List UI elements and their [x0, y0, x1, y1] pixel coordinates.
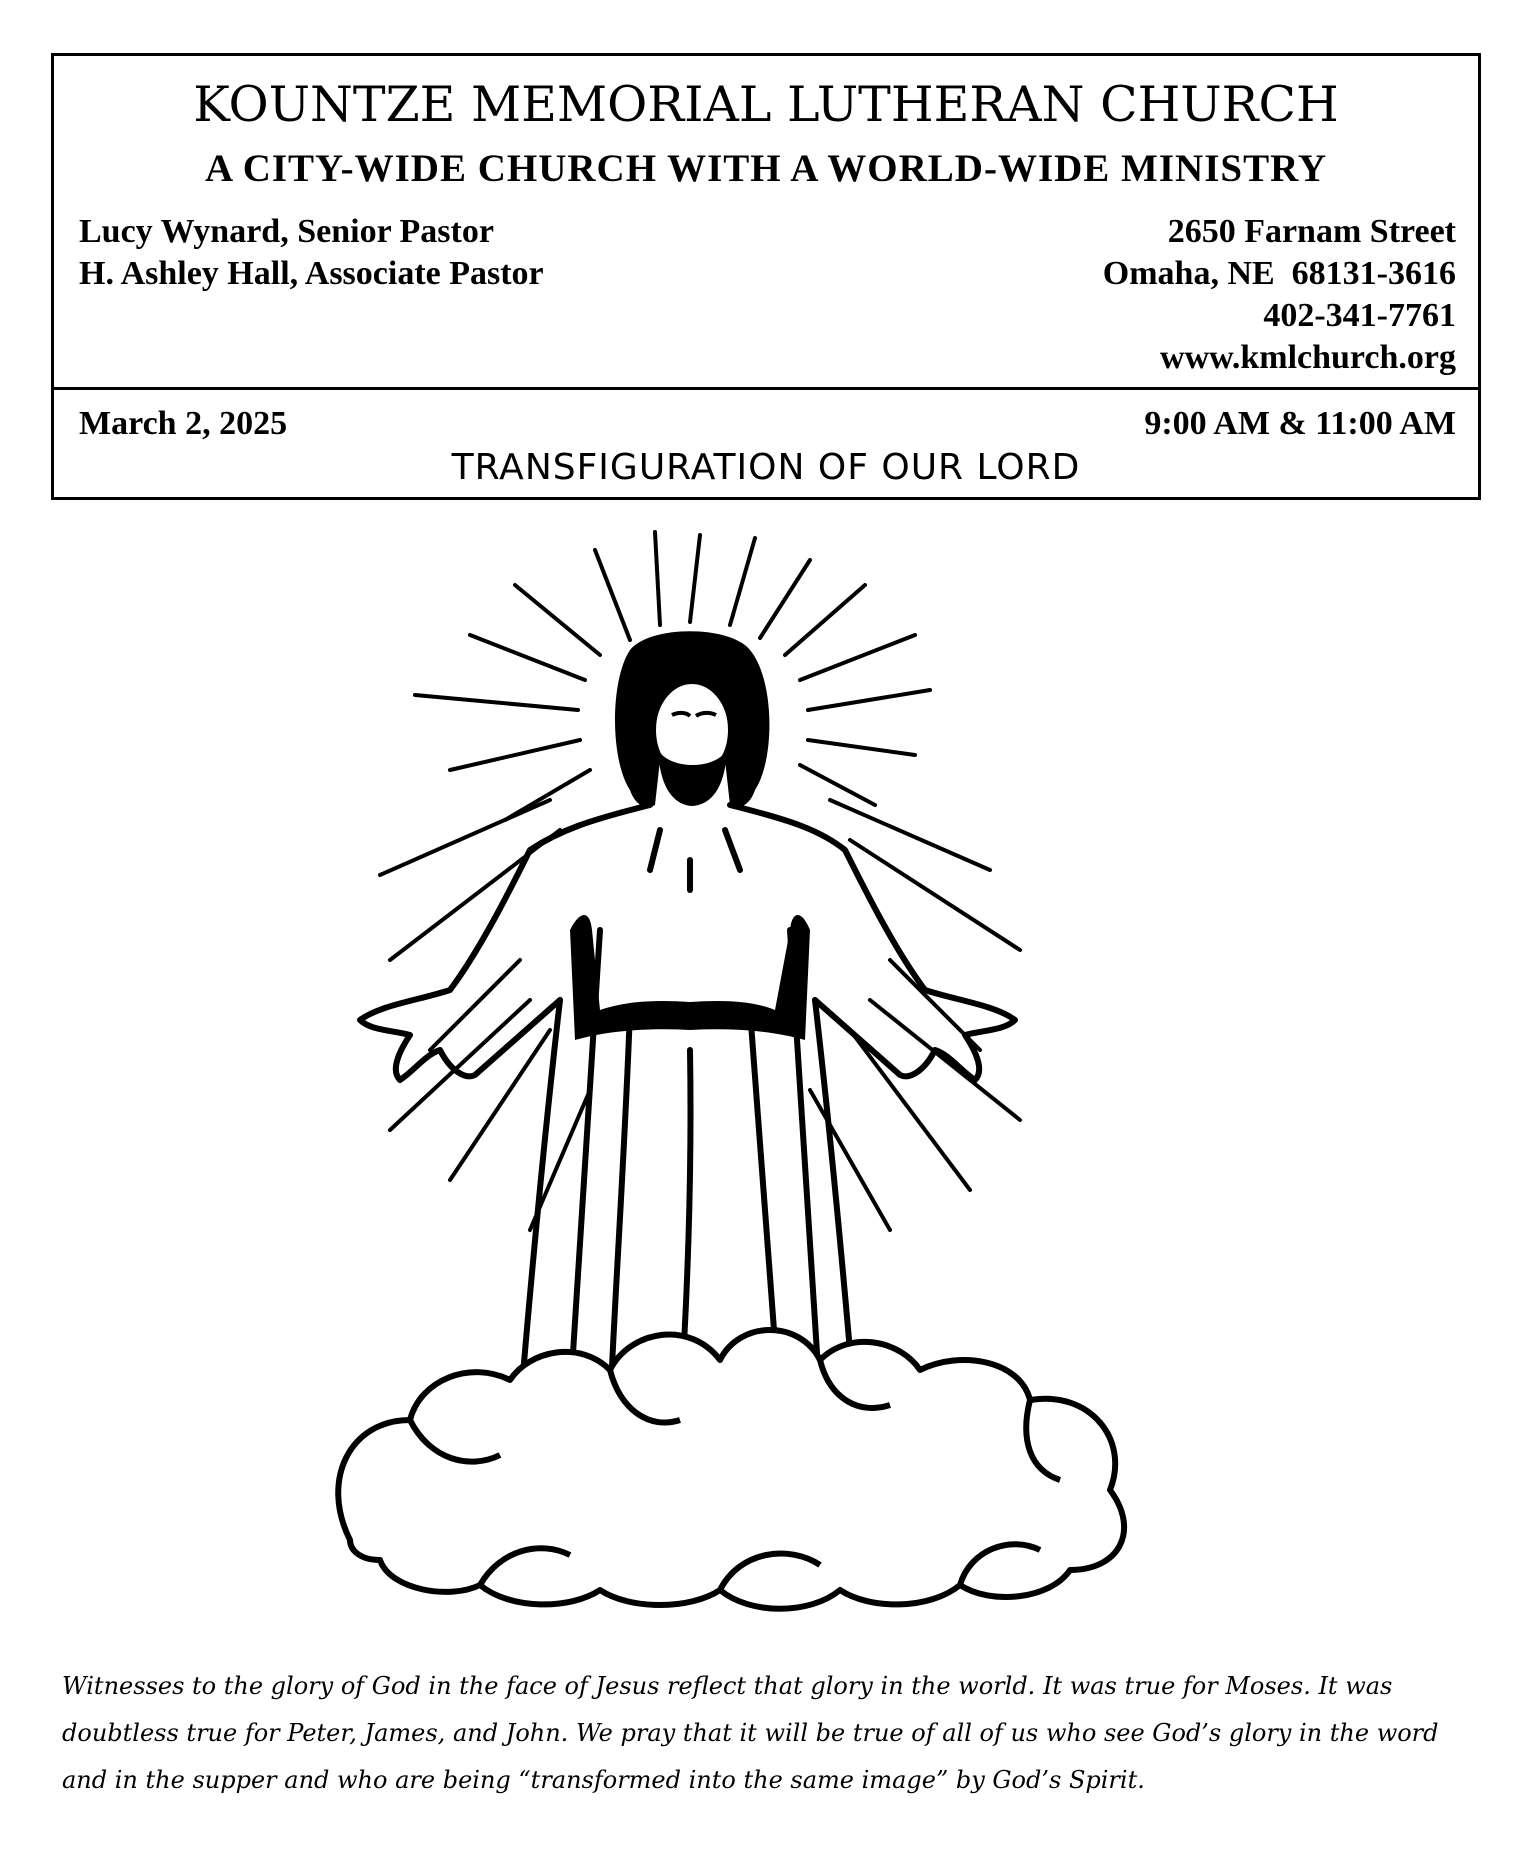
liturgical-occasion: TRANSFIGURATION OF OUR LORD [451, 447, 1081, 488]
caption-line: doubtless true for Peter, James, and John. We pray that it will be true of all of us who see God’s glory in the word [62, 1719, 1439, 1747]
caption-line: and in the supper and who are being “transformed into the same image” by God’s Spirit. [62, 1766, 1145, 1794]
senior-pastor: Lucy Wynard, Senior Pastor [79, 213, 494, 250]
bulletin-header [51, 53, 1481, 500]
city-state-zip: Omaha, NE 68131-3616 [1102, 255, 1456, 292]
phone-number: 402-341-7761 [1263, 297, 1456, 334]
caption-line: Witnesses to the glory of God in the face of Jesus reflect that glory in the world. It was true for Moses. It was [62, 1672, 1393, 1700]
associate-pastor: H. Ashley Hall, Associate Pastor [79, 255, 544, 292]
figure-head [615, 631, 769, 807]
street-address: 2650 Farnam Street [1167, 213, 1456, 250]
header-divider [54, 387, 1478, 390]
website-link[interactable]: www.kmlchurch.org [1160, 339, 1456, 376]
church-name: KOUNTZE MEMORIAL LUTHERAN CHURCH [193, 76, 1339, 133]
clouds [338, 1330, 1124, 1609]
transfiguration-illustration [330, 530, 1150, 1630]
service-date: March 2, 2025 [79, 405, 288, 442]
service-times: 9:00 AM & 11:00 AM [1144, 405, 1456, 442]
pastors-block [79, 211, 544, 295]
address-block [1103, 211, 1456, 379]
church-tagline: A CITY-WIDE CHURCH WITH A WORLD-WIDE MINISTRY [204, 147, 1328, 190]
figure-robe [360, 805, 1015, 1410]
robe-sash [570, 915, 810, 1040]
bulletin-caption [62, 1663, 1482, 1804]
